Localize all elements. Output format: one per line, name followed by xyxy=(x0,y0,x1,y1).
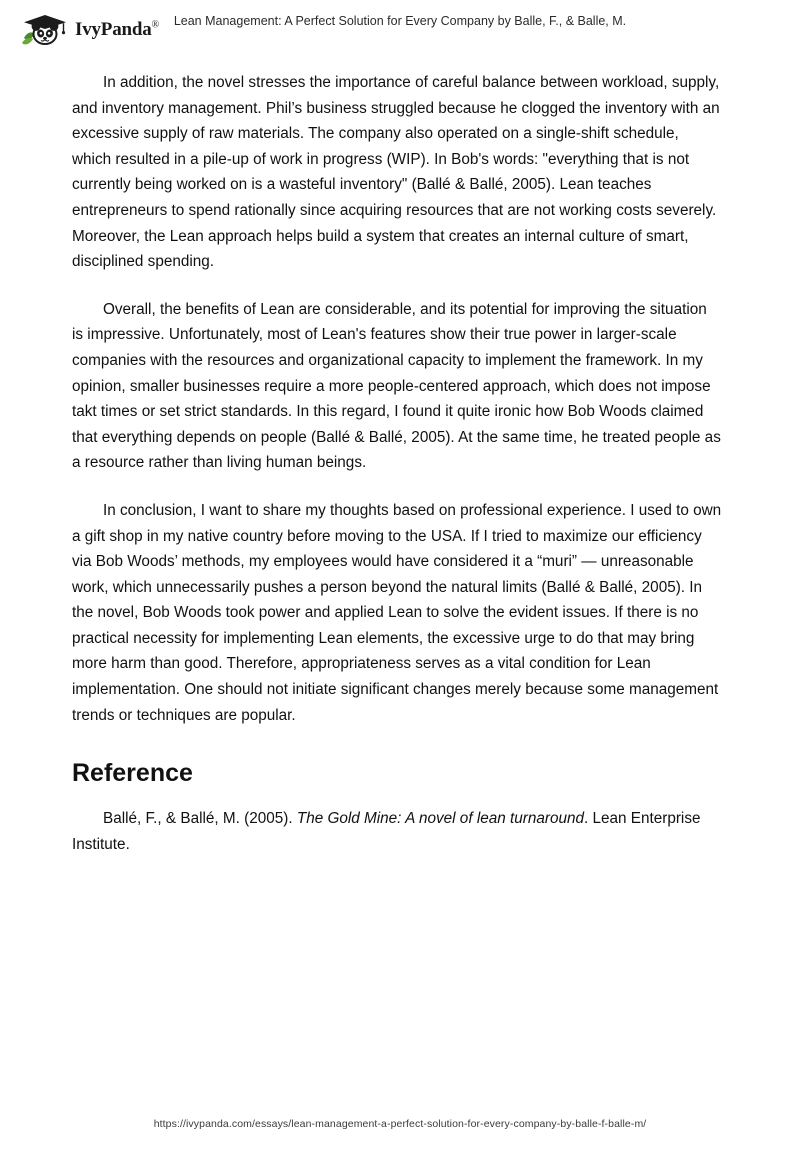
reference-entry xyxy=(72,806,722,857)
document-body xyxy=(72,70,722,857)
paragraph: In addition, the novel stresses the importance of careful balance between workload, supply, and inventory management. Phil’s business struggled because he clogged the inventory with an excessive supply of raw materials. The company also operated on a single-shift schedule, which resulted in a pile-up of work in progress (WIP). In Bob's words: "everything that is not currently being worked on is a wasteful inventory" (Ballé & Ballé, 2005). Lean teaches entrepreneurs to spend rationally since acquiring resources that are not working costs severely. Moreover, the Lean approach helps build a system that creates an internal culture of smart, disciplined spending. xyxy=(72,74,720,271)
document-title: Lean Management: A Perfect Solution for Every Company by Balle, F., & Balle, M. xyxy=(173,14,627,28)
page-header xyxy=(0,0,800,58)
reference-publisher: . Lean Enterprise Institute. xyxy=(72,810,701,853)
registered-mark: ® xyxy=(151,19,159,31)
reference-work-title: The Gold Mine: A novel of lean turnaround xyxy=(296,810,584,828)
reference-heading: Reference xyxy=(72,759,193,788)
paragraph: In conclusion, I want to share my thoughts based on professional experience. I used to own a gift shop in my native country before moving to the USA. If I tried to maximize our efficiency via Bob Woods’ methods, my employees would have considered it a “muri” — unreasonable work, which unnecessarily pushes a person beyond the natural limits (Ballé & Ballé, 2005). In the novel, Bob Woods took power and applied Lean to solve the evident issues. If there is no practical necessity for implementing Lean elements, the excessive urge to do that may bring more harm than good. Therefore, appropriateness serves as a vital condition for Lean implementation. One should not initiate significant changes merely because some management trends or techniques are popular. xyxy=(72,501,722,724)
brand-name-text: IvyPanda xyxy=(75,19,152,40)
paragraph: Overall, the benefits of Lean are considerable, and its potential for improving the situation is impressive. Unfortunately, most of Lean's features show their true power in larger-scale companies with the resources and organizational capacity to implement the framework. In my opinion, smaller businesses require a more people-centered approach, which does not impose takt times or set strict standards. In this regard, I found it quite ironic how Bob Woods claimed that everything depends on people (Ballé & Ballé, 2005). At the same time, he treated people as a resource rather than living human beings. xyxy=(72,300,721,472)
page-footer xyxy=(0,1114,800,1132)
source-url[interactable]: https://ivypanda.com/essays/lean-management-a-perfect-solution-for-every-company-by-balle-f-balle-m/ xyxy=(153,1118,647,1130)
reference-authors-year: Ballé, F., & Ballé, M. (2005). xyxy=(103,810,297,828)
